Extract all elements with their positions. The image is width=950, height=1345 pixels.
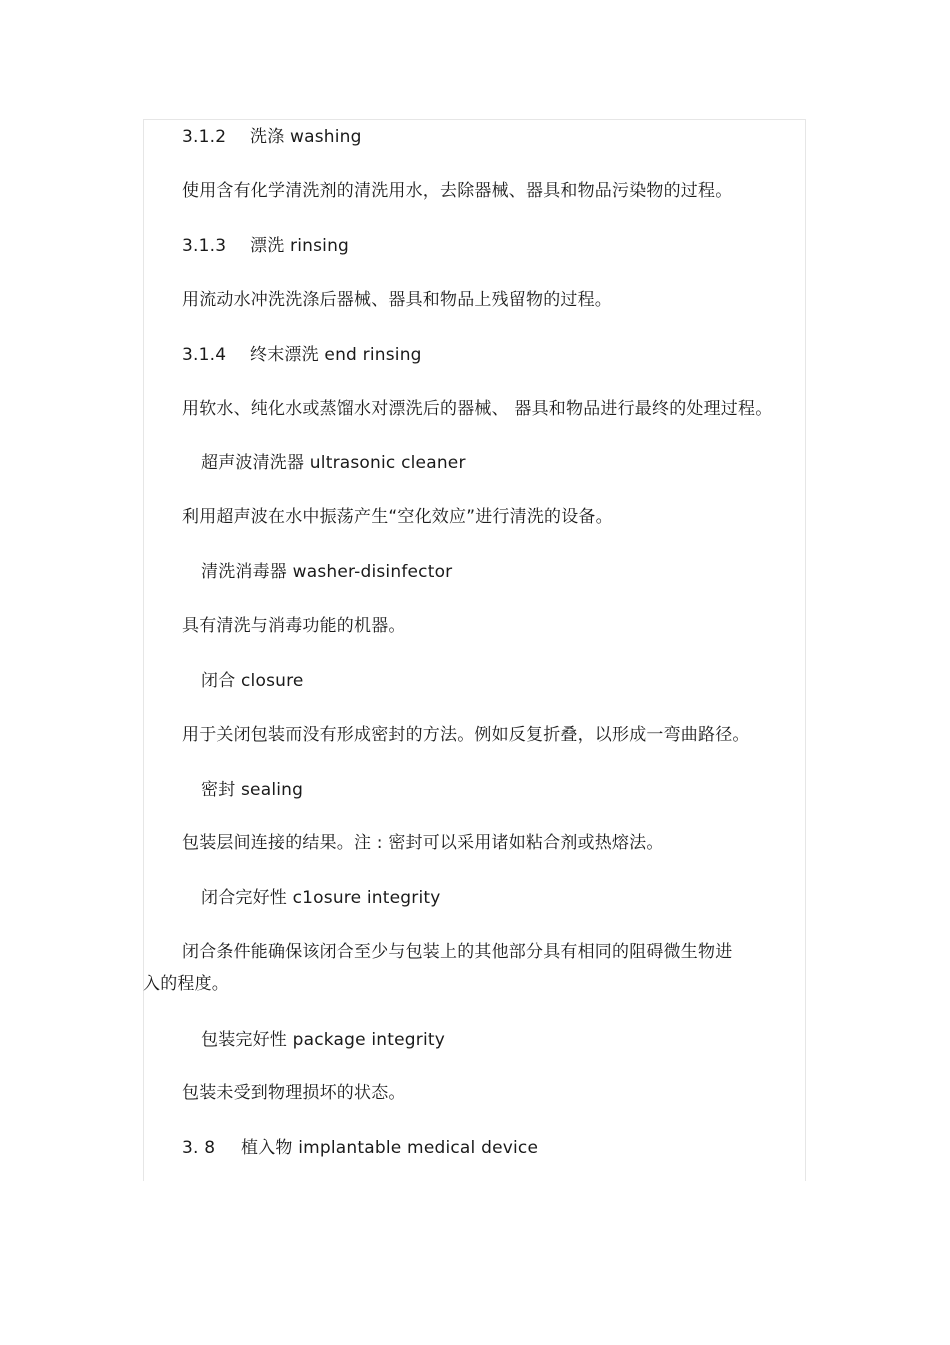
definition-text: 用流动水冲洗洗涤后器械、器具和物品上残留物的过程。 (182, 290, 612, 310)
definition-text: 具有清洗与消毒功能的机器。 (182, 616, 406, 636)
definition-text-continued: 入的程度。 (143, 974, 229, 994)
definition-text: 使用含有化学清洗剂的清洗用水，去除器械、器具和物品污染物的过程。 (182, 181, 733, 201)
term-heading: 密封 sealing (201, 780, 304, 800)
term-heading: 清洗消毒器 washer-disinfector (201, 562, 453, 582)
definition-text: 包装层间连接的结果。注 : 密封可以采用诸如粘合剂或热熔法。 (182, 833, 664, 853)
section-heading (182, 344, 422, 366)
section-term: 洗涤 washing (250, 127, 362, 147)
section-heading (182, 235, 349, 257)
term-heading: 超声波清洗器 ultrasonic cleaner (201, 453, 466, 473)
section-term: 植入物 implantable medical device (241, 1138, 539, 1158)
term-heading: 闭合 closure (201, 671, 304, 691)
section-term: 漂洗 rinsing (250, 236, 350, 256)
section-number: 3.1.2 (182, 127, 227, 147)
section-number: 3.1.3 (182, 236, 227, 256)
section-number: 3. 8 (182, 1138, 216, 1158)
definition-text: 利用超声波在水中振荡产生“空化效应”进行清洗的设备。 (182, 507, 613, 527)
definition-text: 包装未受到物理损坏的状态。 (182, 1083, 406, 1103)
definition-text: 闭合条件能确保该闭合至少与包装上的其他部分具有相同的阻碍微生物进 (182, 942, 733, 962)
section-heading (182, 126, 362, 148)
term-heading: 闭合完好性 c1osure integrity (201, 888, 441, 908)
section-number: 3.1.4 (182, 345, 227, 365)
section-term: 终末漂洗 end rinsing (250, 345, 422, 365)
term-heading: 包装完好性 package integrity (201, 1030, 446, 1050)
definition-text: 用软水、纯化水或蒸馏水对漂洗后的器械、 器具和物品进行最终的处理过程。 (182, 399, 773, 419)
page-frame (143, 119, 806, 1181)
definition-text: 用于关闭包装而没有形成密封的方法。例如反复折叠，以形成一弯曲路径。 (182, 725, 750, 745)
section-heading (182, 1137, 538, 1159)
